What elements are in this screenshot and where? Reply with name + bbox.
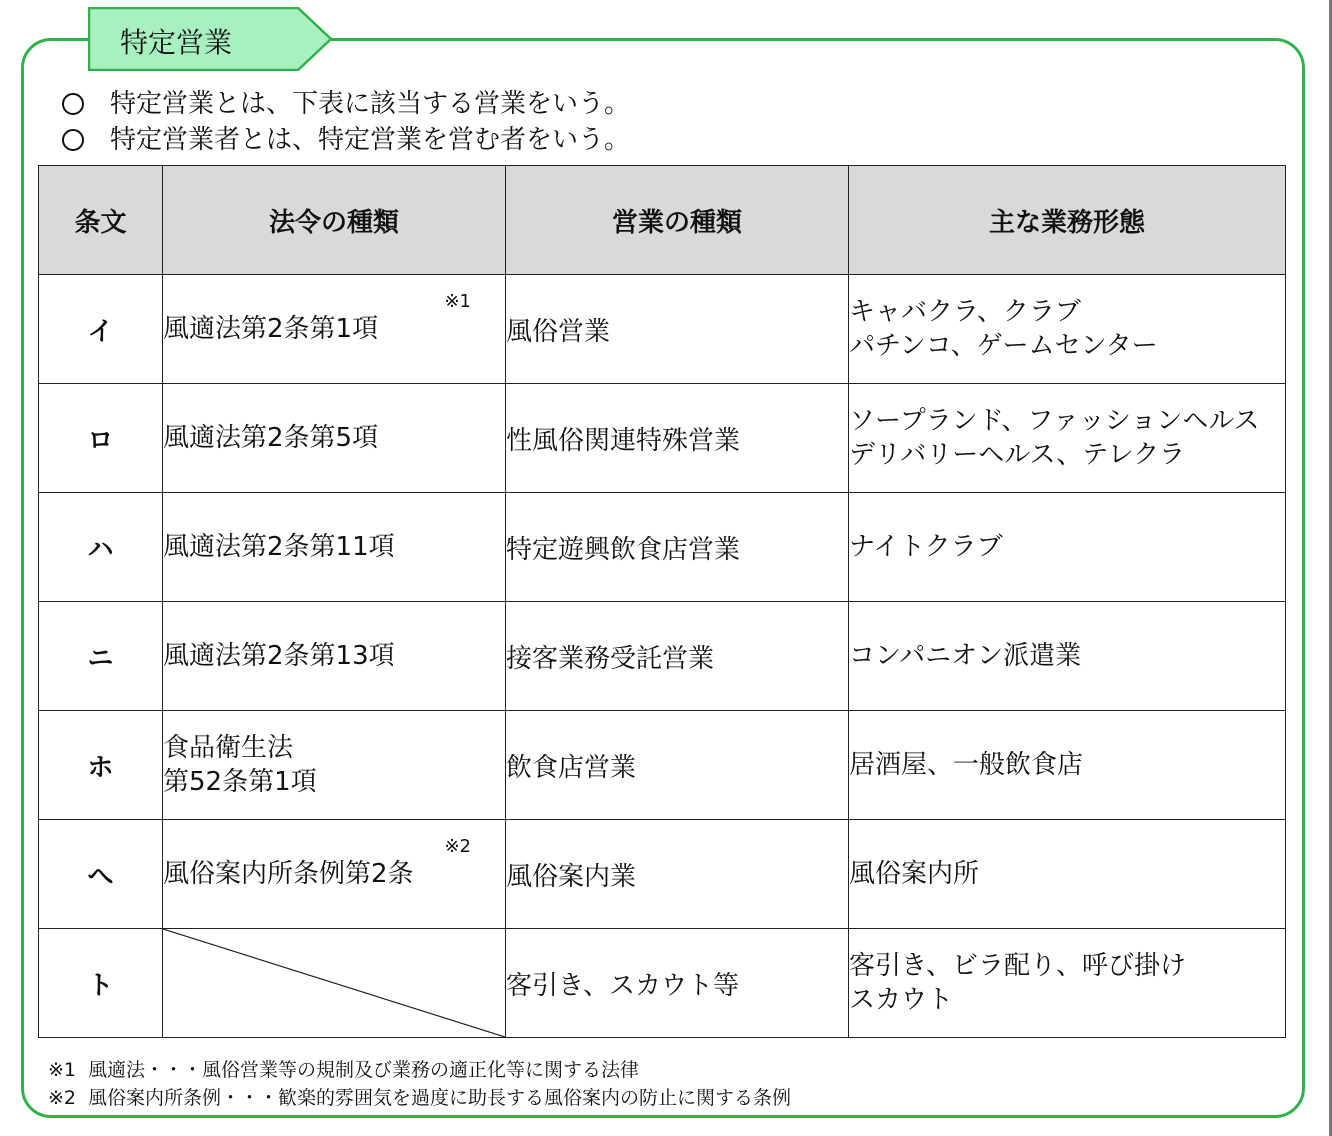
- form-text: ナイトクラブ: [849, 532, 1003, 562]
- footnote-mark: ※2: [48, 1087, 77, 1109]
- table-row: [39, 602, 1286, 711]
- bullet-item: [62, 122, 630, 158]
- main-forms-cell: [849, 602, 1286, 711]
- business-type-cell: 特定遊興飲食店営業: [506, 493, 849, 602]
- section-title: 特定営業: [120, 26, 233, 59]
- specific-business-table: [38, 165, 1286, 1038]
- form-text: コンパニオン派遣業: [849, 641, 1082, 671]
- business-type-cell: 接客業務受託営業: [506, 602, 849, 711]
- table-row: [39, 820, 1286, 929]
- form-text: 客引き、ビラ配り、呼び掛け: [849, 951, 1186, 981]
- law-text: 風適法第2条第1項: [163, 314, 379, 344]
- article-cell: へ: [39, 820, 163, 929]
- business-type-cell: 風俗案内業: [506, 820, 849, 929]
- law-text: 第52条第1項: [163, 767, 317, 797]
- law-text: 風適法第2条第5項: [163, 423, 379, 453]
- table-row: [39, 493, 1286, 602]
- table-row: [39, 929, 1286, 1038]
- main-forms-cell: [849, 275, 1286, 384]
- main-forms-cell: [849, 929, 1286, 1038]
- law-text: 風俗案内所条例第2条: [163, 859, 414, 889]
- table-header-row: [39, 166, 1286, 275]
- law-cell: [163, 384, 506, 493]
- bullet-item: [62, 86, 630, 122]
- form-text: 風俗案内所: [849, 859, 980, 889]
- law-cell: [163, 711, 506, 820]
- article-cell: イ: [39, 275, 163, 384]
- law-cell: [163, 820, 506, 929]
- main-forms-cell: [849, 493, 1286, 602]
- footnote-text: 風俗案内所条例・・・歓楽的雰囲気を過度に助長する風俗案内の防止に関する条例: [88, 1087, 792, 1109]
- main-forms-cell: [849, 384, 1286, 493]
- form-text: キャバクラ、クラブ: [849, 297, 1081, 327]
- header-business-type: 営業の種類: [506, 166, 849, 275]
- law-cell: [163, 493, 506, 602]
- article-cell: ハ: [39, 493, 163, 602]
- article-cell: ロ: [39, 384, 163, 493]
- business-type-cell: 飲食店営業: [506, 711, 849, 820]
- circle-bullet-icon: [62, 93, 84, 115]
- table-row: [39, 384, 1286, 493]
- footnote: [48, 1084, 803, 1112]
- table-row: [39, 711, 1286, 820]
- header-article: 条文: [39, 166, 163, 275]
- table-row: [39, 275, 1286, 384]
- law-cell: [163, 275, 506, 384]
- law-text: 風適法第2条第13項: [163, 641, 395, 671]
- bullet-list: [62, 86, 630, 158]
- footnote-text: 風適法・・・風俗営業等の規制及び業務の適正化等に関する法律: [88, 1059, 640, 1081]
- law-text: 風適法第2条第11項: [163, 532, 395, 562]
- business-type-cell: 性風俗関連特殊営業: [506, 384, 849, 493]
- article-cell: ホ: [39, 711, 163, 820]
- business-type-cell: 客引き、スカウト等: [506, 929, 849, 1038]
- form-text: デリバリーヘルス、テレクラ: [849, 440, 1186, 470]
- article-cell: ト: [39, 929, 163, 1038]
- business-type-cell: 風俗営業: [506, 275, 849, 384]
- footnote-reference: ※2: [444, 836, 471, 857]
- footnote-reference: ※1: [444, 291, 471, 312]
- circle-bullet-icon: [62, 129, 84, 151]
- main-forms-cell: [849, 820, 1286, 929]
- bullet-text: 特定営業とは、下表に該当する営業をいう。: [110, 89, 631, 119]
- form-text: スカウト: [849, 985, 954, 1015]
- footnotes: [48, 1056, 803, 1112]
- section-title-tab: [88, 7, 333, 71]
- form-text: ソープランド、ファッションヘルス: [849, 406, 1260, 436]
- footnote-mark: ※1: [48, 1059, 77, 1081]
- form-text: 居酒屋、一般飲食店: [849, 750, 1084, 780]
- bullet-text: 特定営業者とは、特定営業を営む者をいう。: [110, 125, 631, 155]
- header-law-type: 法令の種類: [163, 166, 506, 275]
- law-text: 食品衛生法: [163, 733, 294, 763]
- footnote: [48, 1056, 803, 1084]
- header-main-forms: 主な業務形態: [849, 166, 1286, 275]
- main-forms-cell: [849, 711, 1286, 820]
- form-text: パチンコ、ゲームセンター: [849, 331, 1158, 361]
- empty-cell-diagonal: [163, 929, 505, 1037]
- law-cell: [163, 602, 506, 711]
- law-cell: [163, 929, 506, 1038]
- article-cell: ニ: [39, 602, 163, 711]
